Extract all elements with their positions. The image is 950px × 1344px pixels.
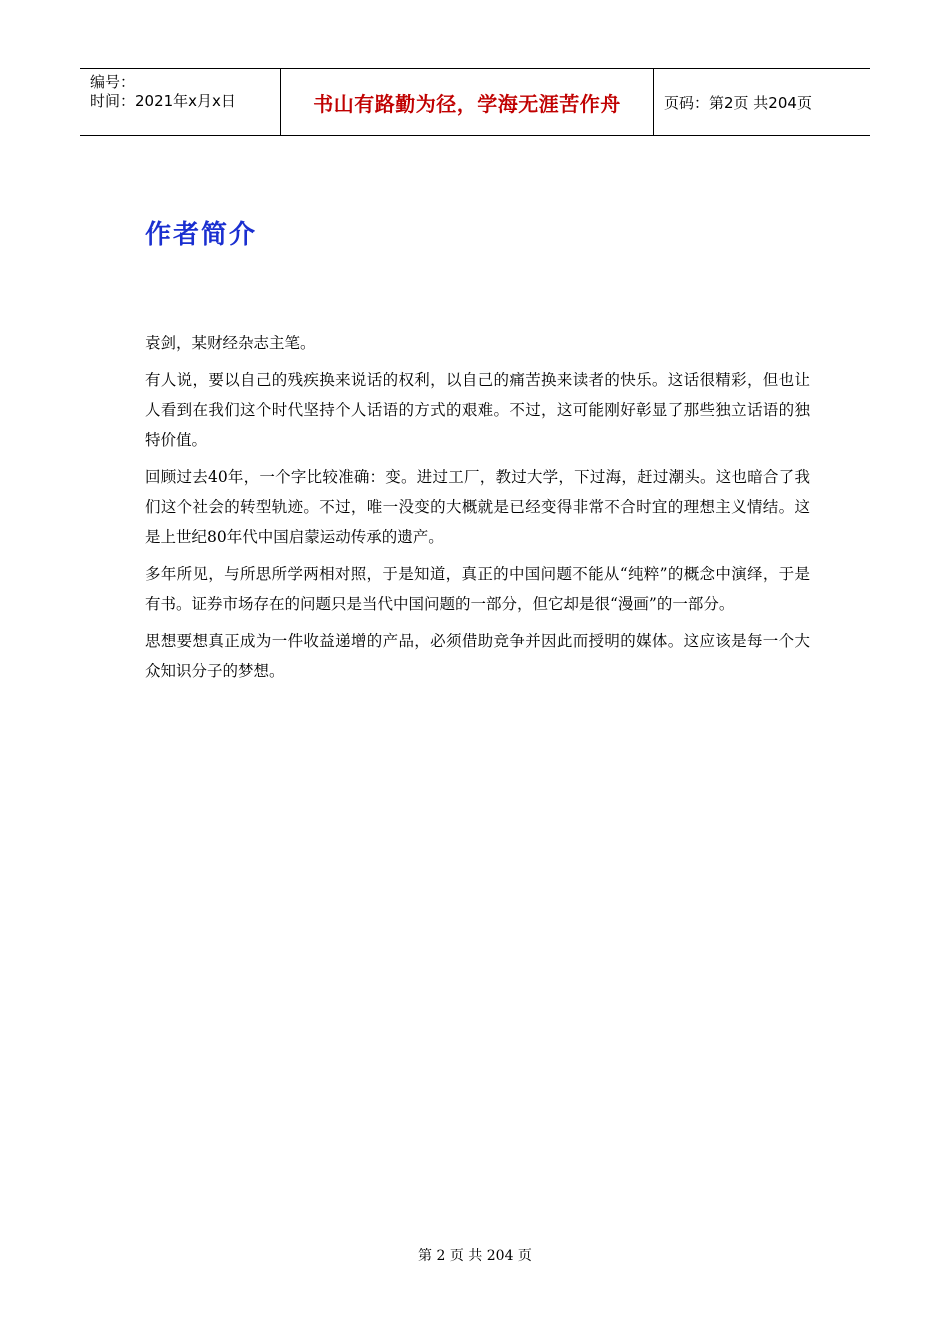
document-number-label: 编号： (90, 73, 136, 91)
paragraph: 袁剑，某财经杂志主笔。 (145, 334, 316, 352)
header-page-cell (654, 69, 870, 135)
header-motto-cell (281, 69, 654, 135)
page-header (80, 68, 870, 136)
document-date: 时间：2021年x月x日 (90, 92, 236, 110)
paragraph: 有人说，要以自己的残疾换来说话的权利，以自己的痛苦换来读者的快乐。这话很精彩，但也让人看到在我们这个时代坚持个人话语的方式的艰难。不过，这可能刚好彰显了那些独立话语的独特价值。 (145, 371, 810, 449)
paragraph: 多年所见，与所思所学两相对照，于是知道，真正的中国问题不能从“纯粹”的概念中演绎，于是有书。证券市场存在的问题只是当代中国问题的一部分，但它却是很“漫画”的一部分。 (145, 565, 810, 613)
header-motto: 书山有路勤为径，学海无涯苦作舟 (313, 91, 621, 116)
paragraph: 思想要想真正成为一件收益递增的产品，必须借助竞争并因此而授明的媒体。这应该是每一个大众知识分子的梦想。 (145, 632, 810, 680)
section-heading: 作者简介 (145, 220, 258, 250)
header-page-info: 页码：第2页 共204页 (664, 93, 812, 112)
header-meta-cell (80, 69, 281, 135)
paragraph: 回顾过去40年，一个字比较准确：变。进过工厂，教过大学，下过海，赶过潮头。这也暗合了我们这个社会的转型轨迹。不过，唯一没变的大概就是已经变得非常不合时宜的理想主义情结。这是上世纪80年代中国启蒙运动传承的遗产。 (145, 468, 810, 546)
page-footer: 第 2 页 共 204 页 (418, 1248, 532, 1264)
body-text (145, 328, 810, 693)
